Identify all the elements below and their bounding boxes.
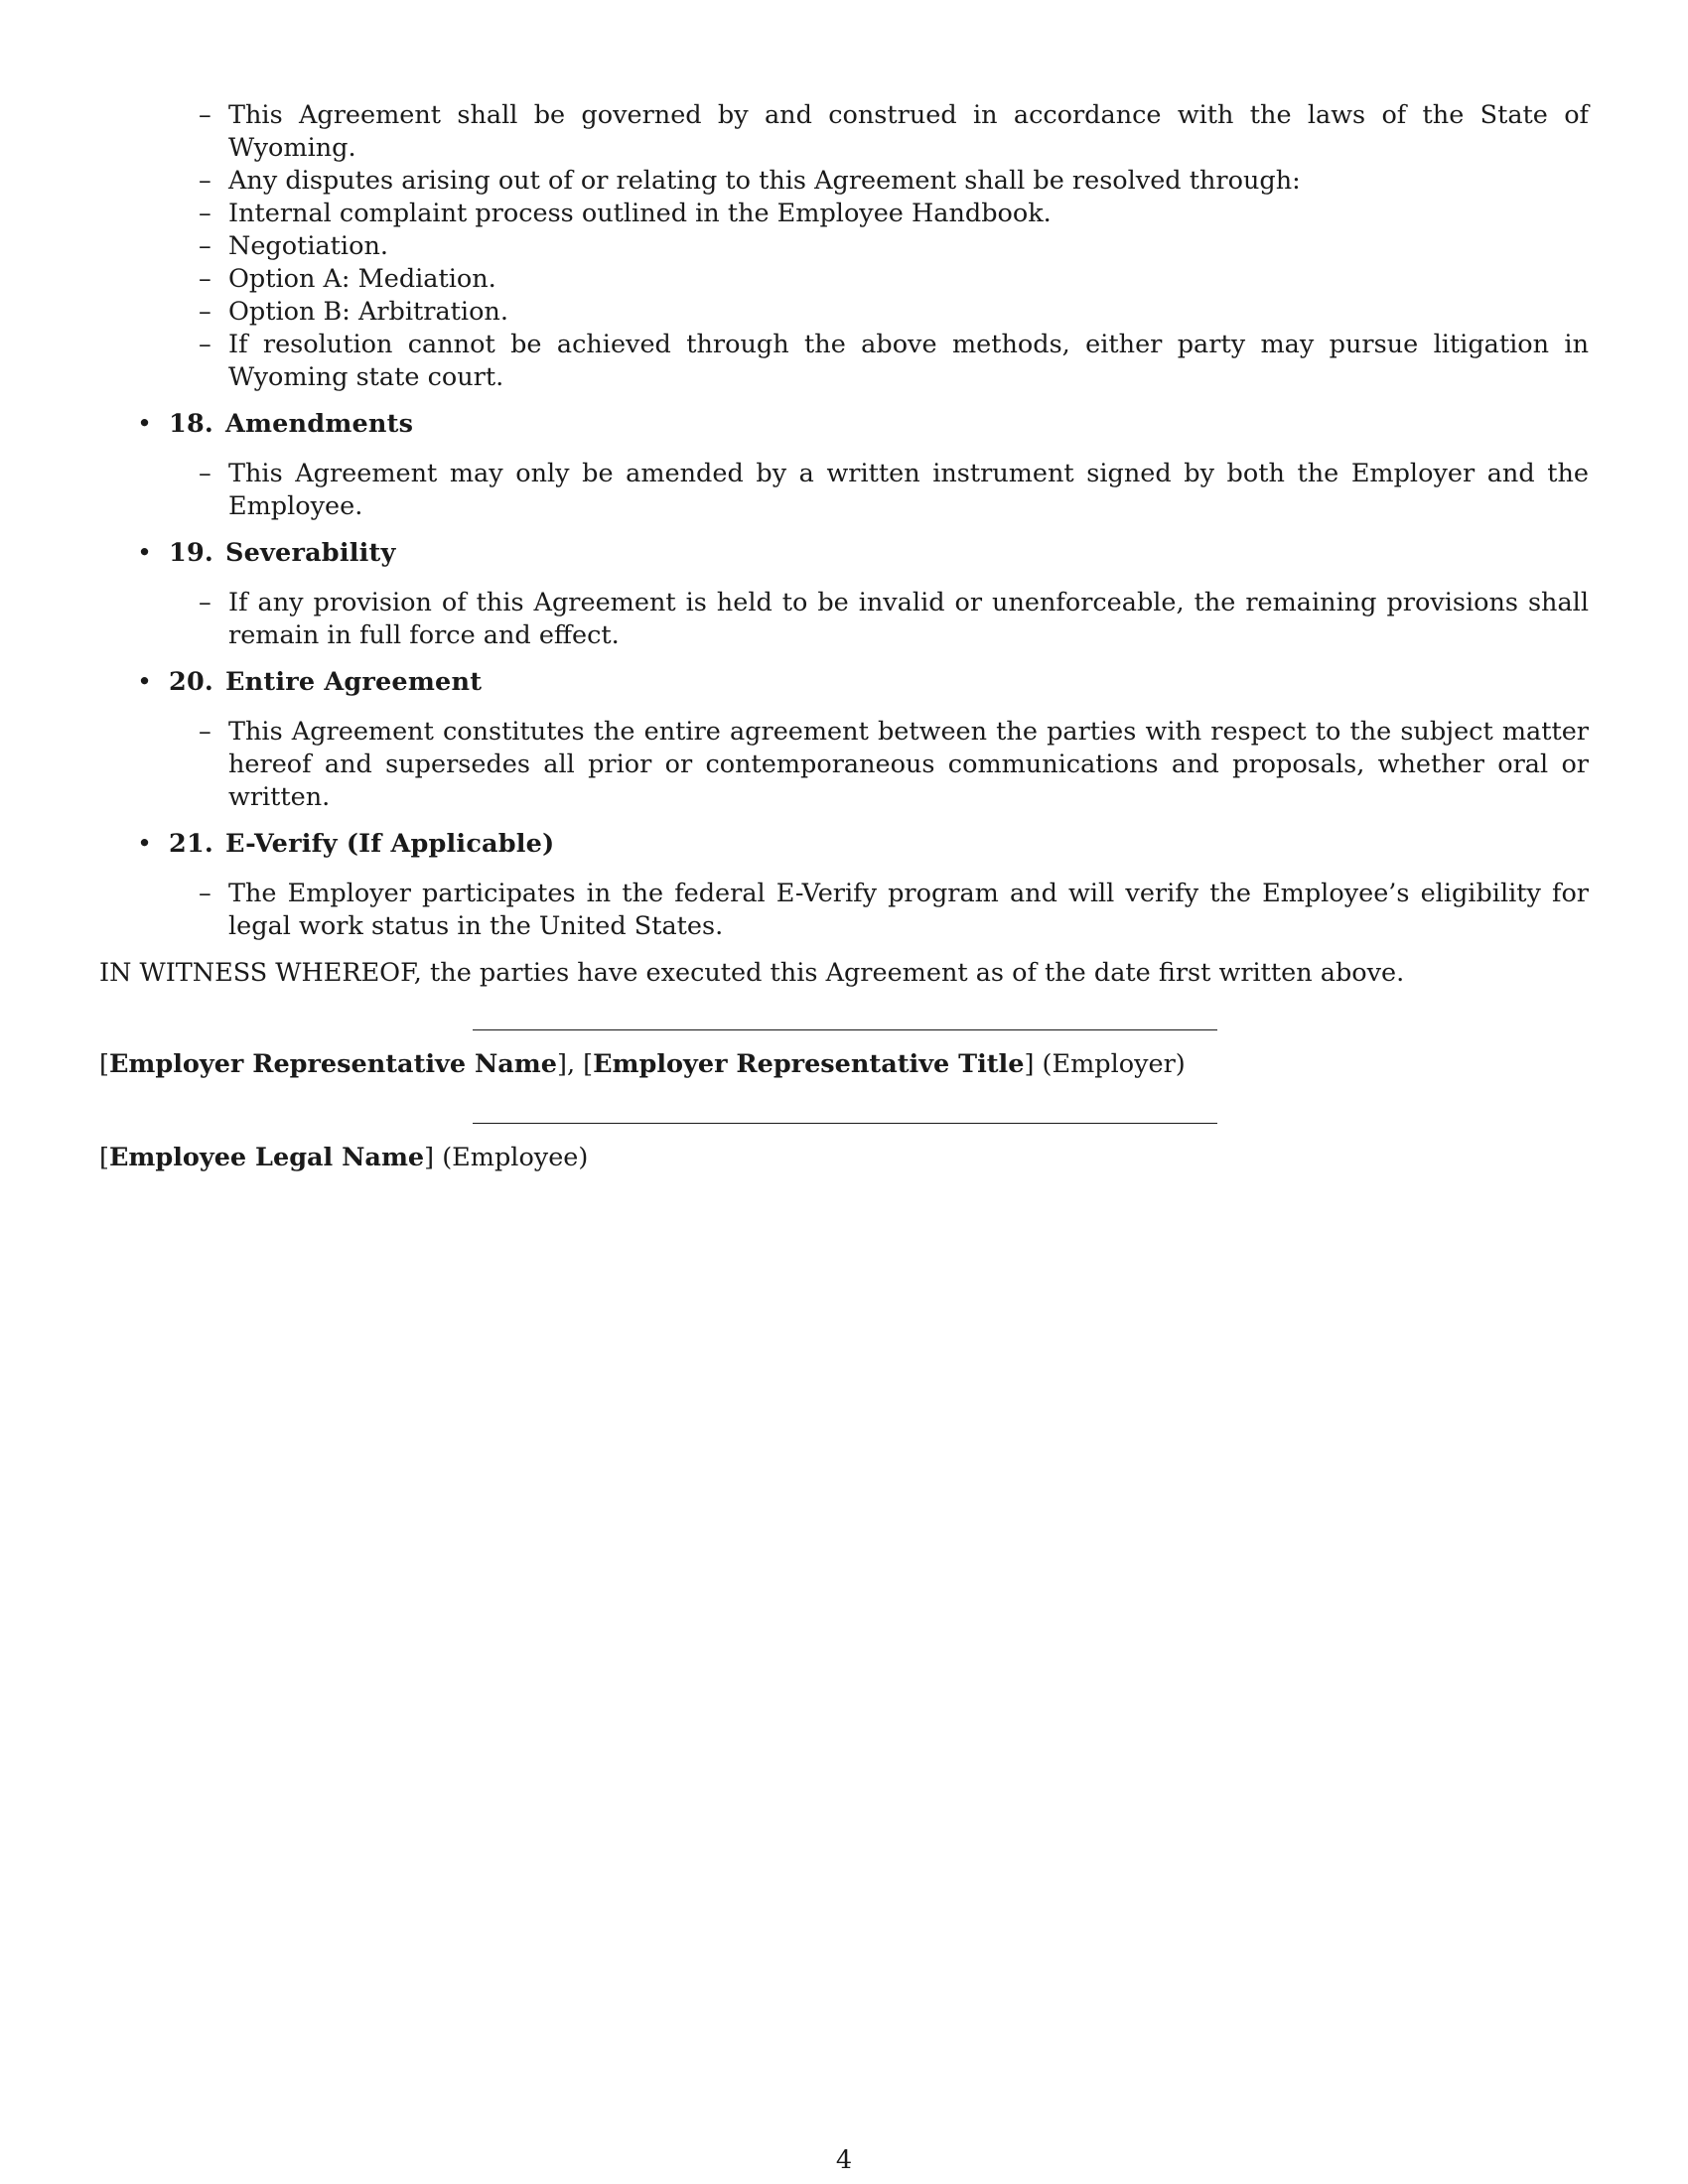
section-list [99,716,1589,814]
dash-marker: – [199,231,211,261]
section-list [99,458,1589,523]
dash-marker: – [199,100,211,130]
list-item: – Option A: Mediation. [199,264,496,294]
employee-signature-line[interactable] [473,1123,1217,1124]
section-severability [99,537,1589,652]
dash-marker: – [199,717,211,747]
list-item: – Any disputes arising out of or relating to this Agreement shall be resolved through: [199,166,1301,196]
employer-rep-title: Employer Representative Title [593,1049,1025,1079]
list-item: – Internal complaint process outlined in the Employee Handbook. [199,199,1052,228]
employee-signature-label: [Employee Legal Name] (Employee) [99,1143,589,1172]
page-number: 4 [835,2145,853,2175]
list-item: – Option B: Arbitration. [199,297,508,327]
bullet-marker: • [137,667,153,697]
dash-marker: – [199,199,211,228]
list-item: – The Employer participates in the federal E-Verify program and will verify the Employee’s eligibility for legal work status in the United States. [199,879,1589,941]
dash-marker: – [199,459,211,488]
employer-role: (Employer) [1042,1049,1186,1079]
dash-marker: – [199,166,211,196]
dash-marker: – [199,879,211,908]
employer-rep-name: Employer Representative Name [108,1049,557,1079]
section-amendments [99,408,1589,523]
list-item: – This Agreement constitutes the entire agreement between the parties with respect to the subject matter hereof and supersedes all prior or contemporaneous communications and proposals, whether oral or written. [199,717,1589,812]
list-item: – Negotiation. [199,231,388,261]
witness-statement: IN WITNESS WHEREOF, the parties have executed this Agreement as of the date first written above. [99,958,1405,988]
dash-marker: – [199,297,211,327]
employer-signature-block [99,1029,1589,1081]
section-list [99,878,1589,943]
section-list [99,587,1589,652]
document-content [99,99,1589,1174]
list-item: – This Agreement may only be amended by a written instrument signed by both the Employer and the Employee. [199,459,1589,521]
section-heading: • 20. Entire Agreement [137,667,483,697]
section-e-verify [99,828,1589,943]
employee-role: (Employee) [442,1143,589,1172]
dispute-resolution-list [99,99,1589,394]
list-item: – If any provision of this Agreement is held to be invalid or unenforceable, the remaining provisions shall remain in full force and effect. [199,588,1589,650]
bullet-marker: • [137,409,153,439]
dash-marker: – [199,264,211,294]
section-heading: • 19. Severability [137,538,396,568]
dash-marker: – [199,588,211,617]
employer-signature-line[interactable] [473,1029,1217,1030]
employer-signature-label: [Employer Representative Name], [Employer Representative Title] (Employer) [99,1049,1186,1079]
employee-legal-name: Employee Legal Name [108,1143,425,1172]
list-item: – If resolution cannot be achieved through the above methods, either party may pursue litigation in Wyoming state court. [199,330,1589,392]
employee-signature-block [99,1123,1589,1174]
bullet-marker: • [137,538,153,568]
bullet-marker: • [137,829,153,859]
dash-marker: – [199,330,211,359]
list-item: – This Agreement shall be governed by and construed in accordance with the laws of the State of Wyoming. [199,100,1589,163]
section-heading: • 21. E-Verify (If Applicable) [137,829,555,859]
section-entire-agreement [99,666,1589,814]
section-heading: • 18. Amendments [137,409,414,439]
